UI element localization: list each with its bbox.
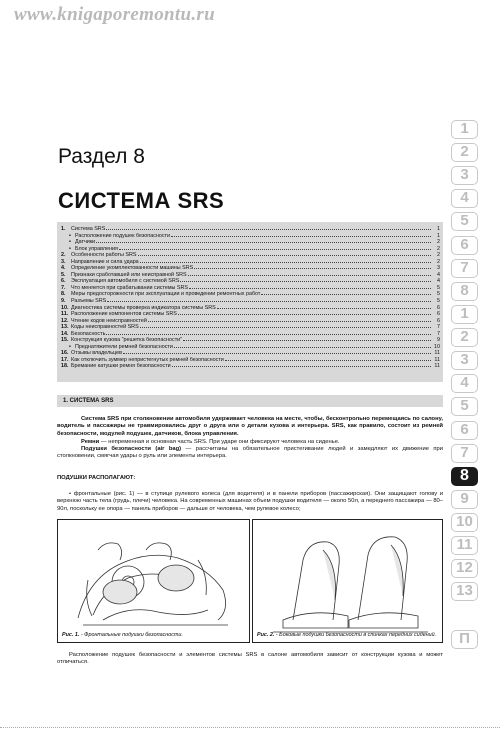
toc-title: Конструкция кузова "решетка безопасности" bbox=[71, 337, 183, 344]
toc-leader-dots bbox=[188, 275, 431, 276]
toc-title: Бремание катушки ремня безопасности bbox=[71, 363, 171, 370]
figure-2-caption-text: - Боковые подушки безопасности в спинках передних сидений. bbox=[274, 632, 437, 639]
toc-title: Безопасность bbox=[71, 330, 106, 337]
figure-1-caption-text: - Фронтальные подушки безопасности. bbox=[79, 632, 183, 639]
toc-leader-dots bbox=[106, 334, 431, 335]
toc-title: Чтение кодов неисправностей bbox=[71, 317, 147, 324]
chapter-tab-3[interactable]: 3 bbox=[451, 351, 478, 370]
toc-page-number: 10 bbox=[434, 343, 440, 350]
toc-number: • bbox=[69, 239, 71, 246]
toc-leader-dots bbox=[189, 288, 431, 289]
toc-leader-dots bbox=[178, 314, 431, 315]
toc-page-number: 6 bbox=[437, 317, 440, 324]
toc-page-number: 6 bbox=[437, 311, 440, 318]
toc-number: 13. bbox=[61, 324, 69, 331]
toc-title: Направление и сила удара bbox=[71, 258, 139, 265]
toc-number: 4. bbox=[61, 265, 66, 272]
toc-page-number: 11 bbox=[434, 363, 440, 370]
toc-number: • bbox=[69, 232, 71, 239]
toc-title: Преднатяжители ремней безопасности bbox=[75, 343, 173, 350]
intro-paragraph: Система SRS при столкновении автомобиля удерживает человека на месте, чтобы, бесконтрольно перемещаясь по салону, водитель и пассажиры не травмировались друг о друга или о детали кузова и интерьера. SRS, как правило, состоит из ремней безопасности, модулей подушек, датчиков, блока управления. bbox=[57, 416, 443, 437]
airbag-paragraph bbox=[57, 446, 443, 461]
chapter-tab-12[interactable]: 12 bbox=[451, 559, 478, 578]
toc-title: Особенности работы SRS bbox=[71, 252, 137, 259]
toc-number: 11. bbox=[61, 311, 69, 318]
toc-title: Эксплуатация автомобиля с системой SRS bbox=[71, 278, 180, 285]
chapter-title: СИСТЕМА SRS bbox=[58, 188, 225, 213]
belts-text: — непременная и основная часть SRS. При ударе они фиксируют человека на сиденье. bbox=[99, 439, 340, 445]
toc-number: 1. bbox=[61, 226, 66, 232]
toc-leader-dots bbox=[119, 249, 431, 250]
toc-page-number: 11 bbox=[434, 356, 440, 363]
toc-title: Определение укомплектованности машины SRS bbox=[71, 265, 194, 272]
chapter-tab-8[interactable]: 8 bbox=[451, 282, 478, 301]
toc-leader-dots bbox=[183, 340, 431, 341]
frontal-airbags-paragraph: • фронтальные (рис. 1) — в ступице рулевого колеса (для водителя) и в панели приборов (пассажирская). Они защищают голову и верхнюю часть тела (грудь, плечи) человека. На современных машинах объем подушки водителя — около 50л, а переднего пассажира — 80–90л, поскольку ее опора — панель приборов — дальше от человека, чем рулевое колесо; bbox=[57, 491, 443, 512]
table-of-contents bbox=[57, 222, 443, 382]
figure-2-label: Рис. 2. bbox=[257, 632, 275, 639]
toc-page-number: 4 bbox=[437, 278, 440, 285]
toc-leader-dots bbox=[138, 255, 432, 256]
toc-page-number: 1 bbox=[437, 226, 440, 232]
toc-page-number: 3 bbox=[437, 265, 440, 272]
airbag-lead: Подушки безопасности (air bag) bbox=[81, 446, 182, 452]
toc-leader-dots bbox=[225, 360, 431, 361]
chapter-tab-2[interactable]: 2 bbox=[451, 143, 478, 162]
toc-page-number: 2 bbox=[437, 252, 440, 259]
toc-number: • bbox=[69, 343, 71, 350]
chapter-tab-10[interactable]: 10 bbox=[451, 513, 478, 532]
toc-title: Коды неисправностей SRS bbox=[71, 324, 139, 331]
toc-number: 17. bbox=[61, 356, 69, 363]
toc-leader-dots bbox=[172, 366, 431, 367]
toc-number: 7. bbox=[61, 284, 66, 291]
chapter-tab-13[interactable]: 13 bbox=[451, 582, 478, 601]
toc-leader-dots bbox=[106, 229, 431, 230]
toc-title: Система SRS bbox=[71, 226, 106, 232]
chapter-tab-11[interactable]: 11 bbox=[451, 536, 478, 555]
toc-number: 2. bbox=[61, 252, 66, 259]
toc-leader-dots bbox=[171, 236, 431, 237]
airbag-text: — рассчитаны на обязательное пристегивание людей и замедляют их движение при столкновении, смягчая удары о руль или элементы интерьера. bbox=[57, 446, 443, 460]
toc-page-number: 5 bbox=[437, 284, 440, 291]
chapter-tab-8[interactable]: 8 bbox=[451, 467, 478, 486]
toc-number: 10. bbox=[61, 304, 69, 311]
toc-leader-dots bbox=[123, 353, 431, 354]
chapter-tab-6[interactable]: 6 bbox=[451, 421, 478, 440]
toc-leader-dots bbox=[140, 262, 431, 263]
toc-page-number: 2 bbox=[437, 239, 440, 246]
toc-title: Блок управления bbox=[75, 245, 118, 252]
tab-appendix[interactable]: П bbox=[451, 630, 478, 649]
figure-1 bbox=[57, 519, 250, 643]
toc-leader-dots bbox=[96, 242, 431, 243]
side-airbags-illustration bbox=[253, 520, 444, 644]
frontal-airbags-illustration bbox=[58, 520, 251, 644]
figure-2 bbox=[252, 519, 443, 643]
toc-page-number: 5 bbox=[437, 298, 440, 305]
toc-number: 12. bbox=[61, 317, 69, 324]
toc-page-number: 2 bbox=[437, 258, 440, 265]
toc-number: 14. bbox=[61, 330, 69, 337]
toc-title: Что меняется при срабатывании системы SRS bbox=[71, 284, 189, 291]
toc-title: Расположение компонентов системы SRS bbox=[71, 311, 177, 318]
toc-title: Диагностика системы проверка индикатора системы SRS bbox=[71, 304, 216, 311]
toc-number: 16. bbox=[61, 350, 69, 357]
chapter-tab-5[interactable]: 5 bbox=[451, 397, 478, 416]
toc-title: Признаки сработавшей или неисправной SRS bbox=[71, 271, 187, 278]
toc-title: Меры предосторожности при эксплуатации и проведении ремонтных работ bbox=[71, 291, 261, 298]
toc-number: 15. bbox=[61, 337, 69, 344]
toc-number: 18. bbox=[61, 363, 69, 370]
chapter-tab-4[interactable]: 4 bbox=[451, 189, 478, 208]
chapter-tab-7[interactable]: 7 bbox=[451, 259, 478, 278]
chapter-tab-4[interactable]: 4 bbox=[451, 374, 478, 393]
toc-page-number: 2 bbox=[437, 245, 440, 252]
section-label: Раздел 8 bbox=[58, 145, 145, 168]
toc-number: 6. bbox=[61, 278, 66, 285]
figure-1-label: Рис. 1. bbox=[62, 632, 80, 639]
figure-2-caption bbox=[257, 632, 438, 639]
toc-leader-dots bbox=[107, 301, 431, 302]
toc-number: 5. bbox=[61, 271, 66, 278]
chapter-tab-1[interactable]: 1 bbox=[451, 305, 478, 324]
chapter-tab-5[interactable]: 5 bbox=[451, 212, 478, 231]
toc-title: Расположение подушек безопасности bbox=[75, 232, 171, 239]
toc-number: 3. bbox=[61, 258, 66, 265]
toc-leader-dots bbox=[174, 347, 431, 348]
toc-number: 8. bbox=[61, 291, 66, 298]
toc-leader-dots bbox=[140, 327, 431, 328]
closing-paragraph: Расположение подушек безопасности и элементов системы SRS в салоне автомобиля зависит от конструкции кузова и может отличаться. bbox=[57, 652, 443, 666]
toc-number: • bbox=[69, 245, 71, 252]
toc-leader-dots bbox=[148, 321, 431, 322]
chapter-tab-6[interactable]: 6 bbox=[451, 236, 478, 255]
chapter-tab-3[interactable]: 3 bbox=[451, 166, 478, 185]
toc-title: Разъемы SRS bbox=[71, 298, 107, 305]
toc-number: 9. bbox=[61, 298, 66, 305]
toc-leader-dots bbox=[217, 308, 431, 309]
toc-page-number: 4 bbox=[437, 271, 440, 278]
toc-leader-dots bbox=[261, 294, 431, 295]
toc-title: Датчики bbox=[75, 239, 96, 246]
toc-leader-dots bbox=[194, 268, 431, 269]
toc-leader-dots bbox=[180, 281, 431, 282]
chapter-tab-2[interactable]: 2 bbox=[451, 328, 478, 347]
site-watermark: www.knigaporemontu.ru bbox=[14, 4, 215, 25]
toc-title: Отзывы владельцев bbox=[71, 350, 122, 357]
toc-page-number: 9 bbox=[437, 337, 440, 344]
toc-title: Как отключить зуммер непристегнутых ремней безопасности bbox=[71, 356, 224, 363]
page-bottom-divider bbox=[0, 727, 500, 728]
chapter-tab-7[interactable]: 7 bbox=[451, 444, 478, 463]
toc-page-number: 7 bbox=[437, 324, 440, 331]
belts-lead: Ремни bbox=[81, 439, 100, 445]
section-heading: 1. СИСТЕМА SRS bbox=[57, 395, 443, 407]
toc-row[interactable] bbox=[61, 363, 440, 370]
figure-1-caption bbox=[62, 632, 245, 639]
toc-page-number: 1 bbox=[437, 232, 440, 239]
toc-page-number: 11 bbox=[434, 350, 440, 357]
toc-page-number: 6 bbox=[437, 304, 440, 311]
airbag-locations-heading: ПОДУШКИ РАСПОЛАГАЮТ: bbox=[57, 475, 136, 481]
toc-page-number: 7 bbox=[437, 330, 440, 337]
chapter-tab-1[interactable]: 1 bbox=[451, 120, 478, 139]
toc-page-number: 5 bbox=[437, 291, 440, 298]
chapter-tab-9[interactable]: 9 bbox=[451, 490, 478, 509]
